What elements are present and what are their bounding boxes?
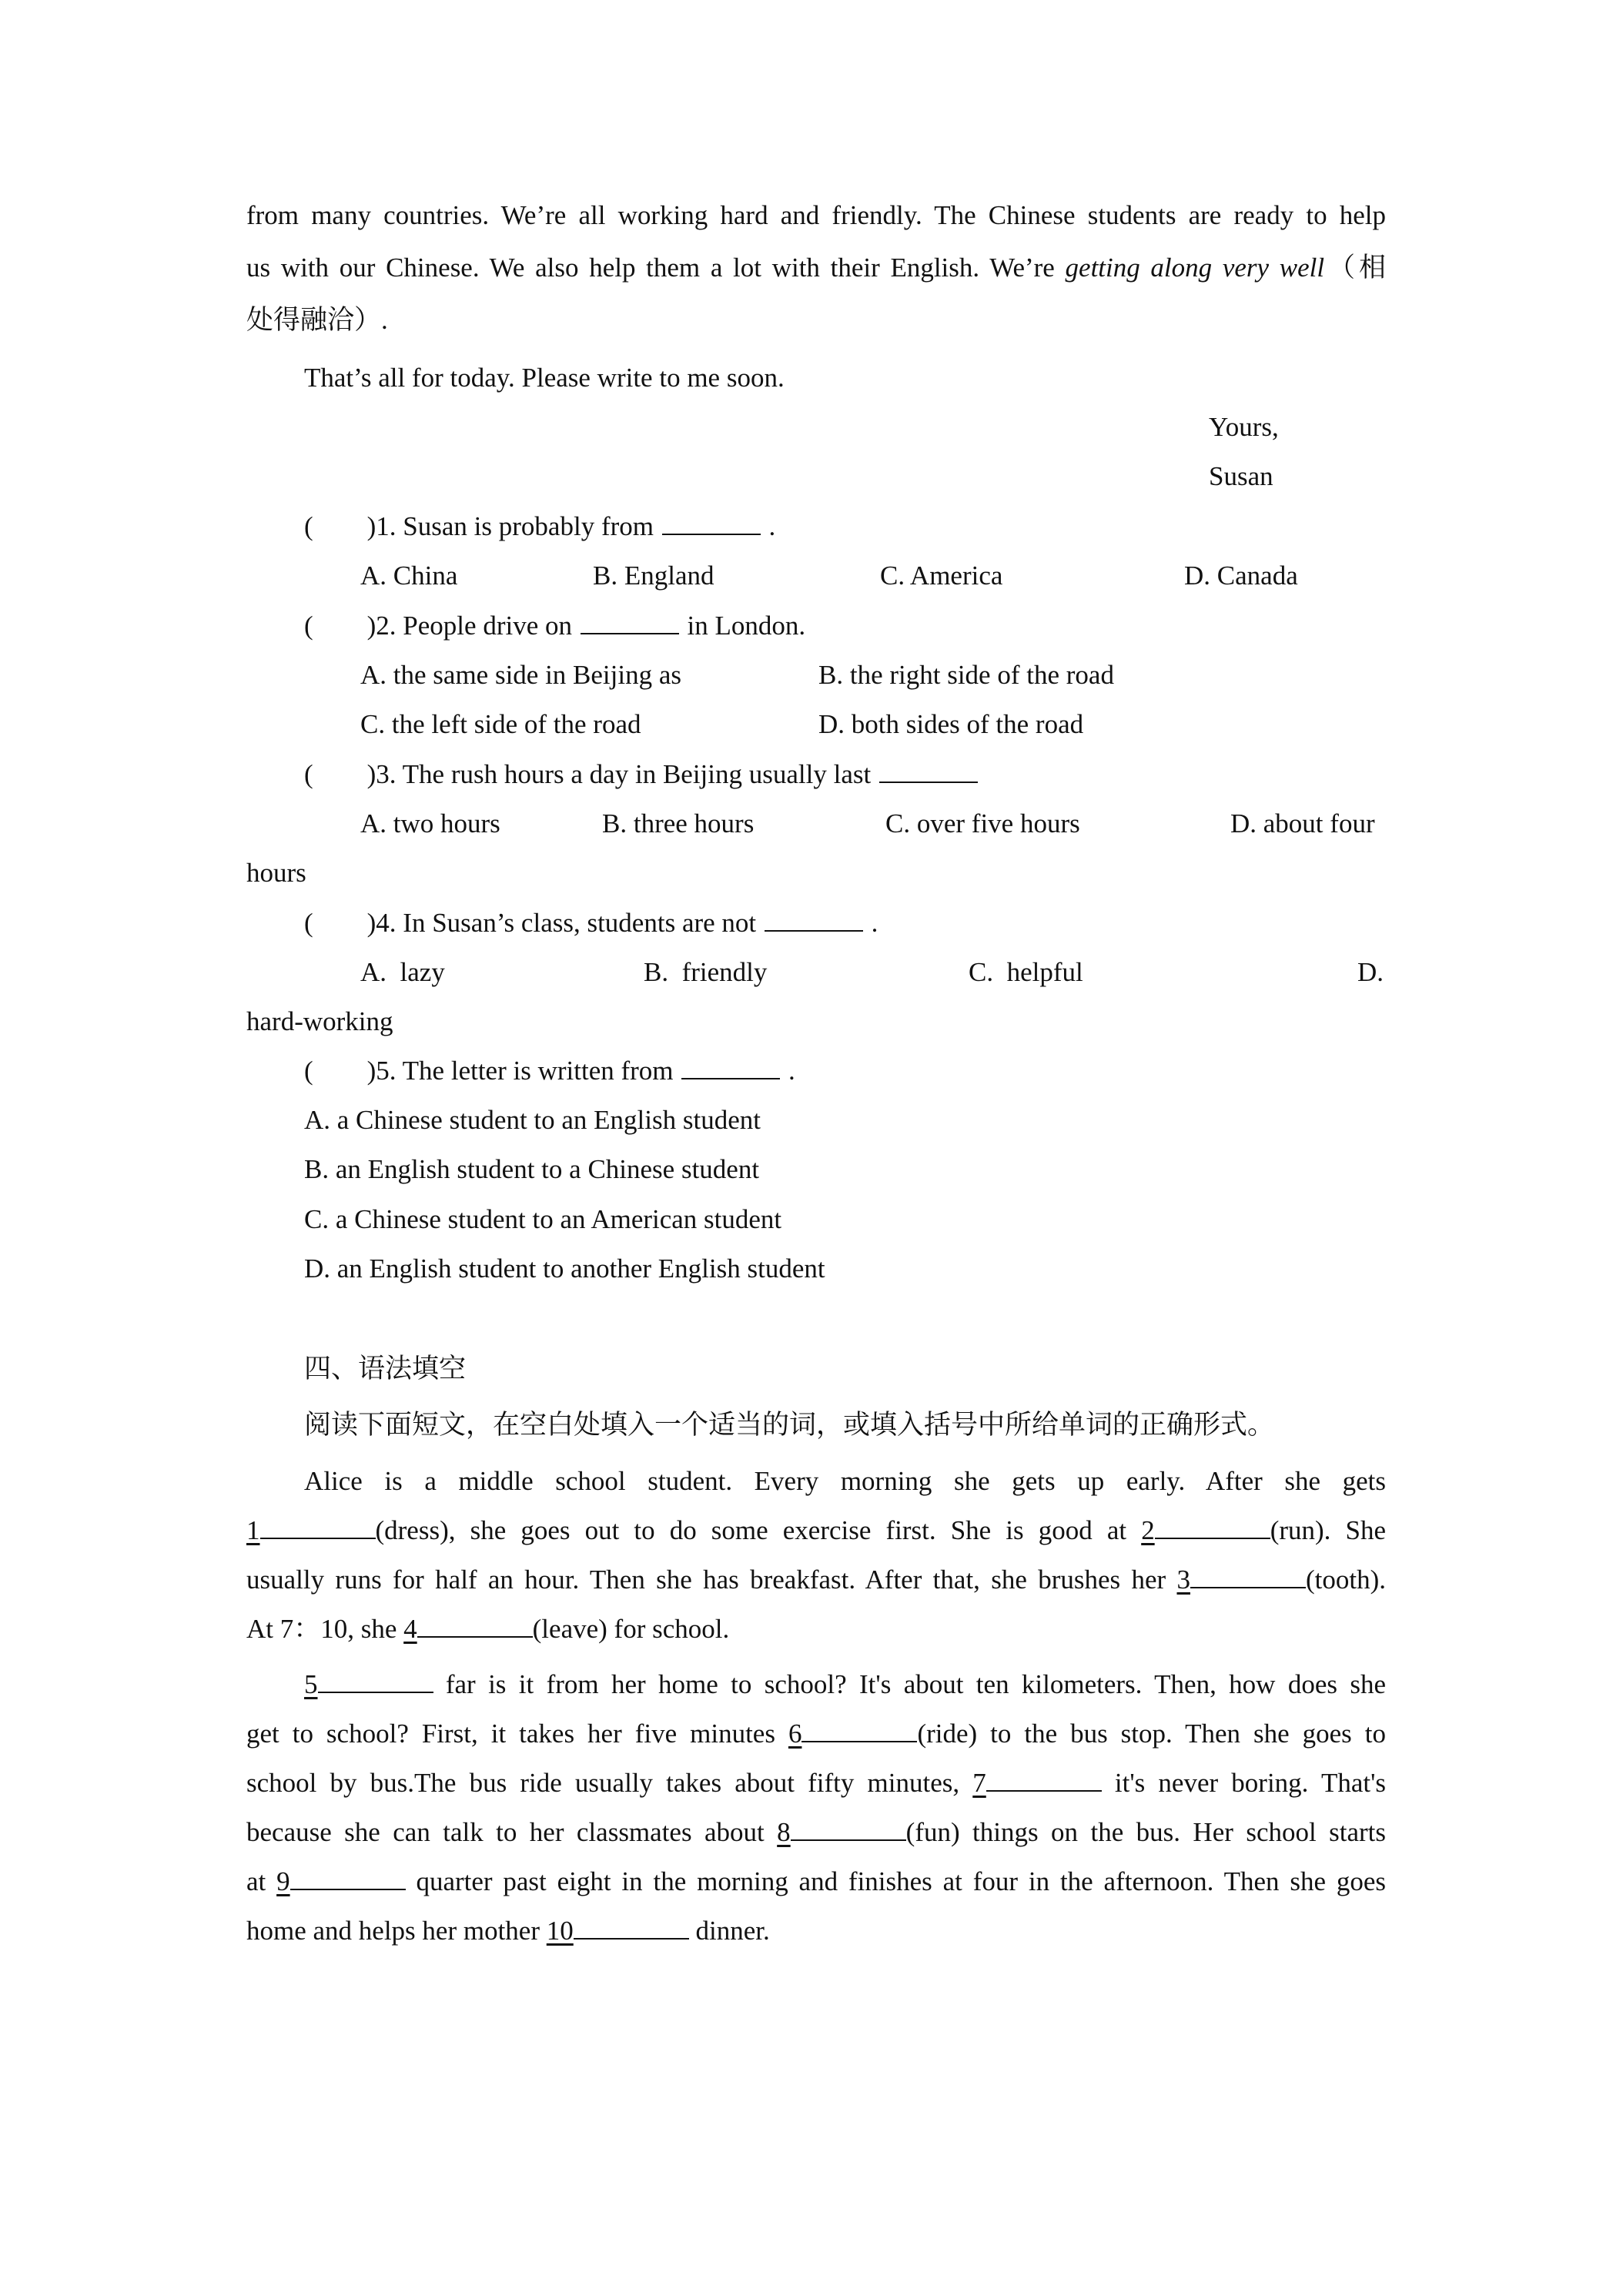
passage-text: quarter past eight in the morning and finishes at four in the afternoon. Then she goes <box>405 1866 1387 1896</box>
option-a[interactable]: A. lazy <box>360 957 445 987</box>
option-d[interactable]: D. an English student to another English student <box>304 1253 825 1284</box>
option-a[interactable]: A. the same side in Beijing as <box>360 660 682 690</box>
letter-closing-paragraph: That’s all for today. Please write to me soon. <box>304 363 785 393</box>
question-4 <box>304 909 878 936</box>
passage-text: school by bus.The bus ride usually takes about fifty minutes, <box>246 1768 973 1798</box>
passage-text: at <box>246 1866 277 1896</box>
answer-blank[interactable] <box>417 1635 533 1638</box>
question-end: . <box>768 511 776 541</box>
question-3 <box>304 761 979 788</box>
blank-number: 6 <box>788 1719 802 1749</box>
passage-line <box>246 1566 1386 1593</box>
letter-text: （相 <box>1324 253 1386 283</box>
answer-blank[interactable] <box>801 1740 917 1742</box>
option-d-wrap: hard-working <box>246 1006 393 1036</box>
passage-text: (tooth). <box>1305 1565 1386 1595</box>
section-heading: 四、语法填空 <box>304 1354 467 1384</box>
blank-number: 3 <box>1176 1565 1190 1595</box>
passage-text: At 7：10, she <box>246 1614 404 1644</box>
passage-text: because she can talk to her classmates about <box>246 1817 778 1847</box>
passage-line <box>246 1819 1386 1846</box>
letter-line <box>246 254 1386 281</box>
passage-text: (leave) for school. <box>532 1614 730 1644</box>
question-1 <box>304 513 775 540</box>
passage-line: Alice is a middle school student. Every morning she gets up early. After she gets <box>304 1466 1386 1496</box>
answer-blank[interactable] <box>662 533 761 535</box>
answer-blank[interactable] <box>318 1691 433 1693</box>
option-a[interactable]: A. a Chinese student to an English student <box>304 1105 761 1135</box>
letter-italic-phrase: getting along very well <box>1065 253 1325 283</box>
passage-text: far is it from her home to school? It's about ten kilometers. Then, how does she <box>433 1669 1386 1699</box>
question-end: . <box>788 1056 795 1086</box>
passage-line <box>246 1769 1386 1796</box>
blank-number: 7 <box>972 1768 986 1798</box>
option-b[interactable]: B. the right side of the road <box>818 660 1114 690</box>
blank-number: 4 <box>403 1614 417 1644</box>
passage-text: (ride) to the bus stop. Then she goes to <box>917 1719 1386 1749</box>
question-5 <box>304 1057 795 1084</box>
option-b[interactable]: B. three hours <box>602 808 755 838</box>
answer-blank[interactable] <box>260 1537 376 1539</box>
option-d[interactable]: D. about four <box>1230 808 1375 838</box>
blank-number: 2 <box>1141 1515 1155 1545</box>
letter-signature: Susan <box>1209 461 1273 491</box>
passage-text: get to school? First, it takes her five minutes <box>246 1719 788 1749</box>
option-d[interactable]: D. Canada <box>1184 561 1298 591</box>
option-c[interactable]: C. a Chinese student to an American student <box>304 1204 782 1234</box>
letter-text: us with our Chinese. We also help them a lot with their English. We’re <box>246 253 1066 283</box>
blank-number: 10 <box>546 1916 574 1946</box>
question-stem: ( )2. People drive on <box>304 611 572 641</box>
passage-line <box>246 1868 1386 1895</box>
question-stem: ( )4. In Susan’s class, students are not <box>304 908 757 938</box>
option-d-wrap: hours <box>246 858 306 888</box>
letter-line: from many countries. We’re all working hard and friendly. The Chinese students are ready to help <box>246 200 1386 230</box>
passage-text: usually runs for half an hour. Then she has breakfast. After that, she brushes her <box>246 1565 1177 1595</box>
blank-number: 1 <box>246 1515 260 1545</box>
blank-number: 5 <box>304 1669 318 1699</box>
letter-line: 处得融洽）. <box>246 305 388 335</box>
answer-blank[interactable] <box>574 1937 689 1940</box>
option-a[interactable]: A. China <box>360 561 458 591</box>
blank-number: 8 <box>777 1817 791 1847</box>
question-stem: ( )5. The letter is written from <box>304 1056 674 1086</box>
answer-blank[interactable] <box>765 929 863 932</box>
option-c[interactable]: C. helpful <box>969 957 1083 987</box>
question-2 <box>304 612 805 639</box>
question-stem: ( )3. The rush hours a day in Beijing usually last <box>304 759 872 789</box>
passage-text: (fun) things on the bus. Her school starts <box>905 1817 1386 1847</box>
answer-blank[interactable] <box>1155 1537 1270 1539</box>
answer-blank[interactable] <box>290 1888 406 1890</box>
answer-blank[interactable] <box>581 632 679 634</box>
passage-text: (run). She <box>1270 1515 1386 1545</box>
passage-line <box>246 1517 1386 1544</box>
option-c[interactable]: C. over five hours <box>885 808 1080 838</box>
question-end: . <box>871 908 878 938</box>
option-c[interactable]: C. the left side of the road <box>360 709 641 739</box>
answer-blank[interactable] <box>1190 1586 1306 1588</box>
section-instruction: 阅读下面短文，在空白处填入一个适当的词，或填入括号中所给单词的正确形式。 <box>304 1410 1275 1440</box>
option-d[interactable]: D. <box>1357 957 1384 987</box>
question-end: in London. <box>687 611 806 641</box>
passage-text: dinner. <box>688 1916 770 1946</box>
passage-text: (dress), she goes out to do some exercise first. She is good at <box>375 1515 1142 1545</box>
blank-number: 9 <box>276 1866 290 1896</box>
answer-blank[interactable] <box>681 1077 780 1079</box>
option-d[interactable]: D. both sides of the road <box>818 709 1084 739</box>
option-b[interactable]: B. England <box>593 561 714 591</box>
passage-line <box>304 1671 1386 1698</box>
option-b[interactable]: B. an English student to a Chinese student <box>304 1154 760 1184</box>
option-c[interactable]: C. America <box>880 561 1003 591</box>
question-stem: ( )1. Susan is probably from <box>304 511 654 541</box>
passage-line <box>246 1615 729 1642</box>
passage-line <box>246 1917 770 1944</box>
option-b[interactable]: B. friendly <box>644 957 768 987</box>
passage-line <box>246 1720 1386 1747</box>
answer-blank[interactable] <box>879 781 978 783</box>
answer-blank[interactable] <box>791 1839 906 1841</box>
answer-blank[interactable] <box>986 1789 1102 1792</box>
letter-closing: Yours, <box>1209 412 1279 442</box>
passage-text: home and helps her mother <box>246 1916 547 1946</box>
passage-text: it's never boring. That's <box>1101 1768 1387 1798</box>
option-a[interactable]: A. two hours <box>360 808 500 838</box>
